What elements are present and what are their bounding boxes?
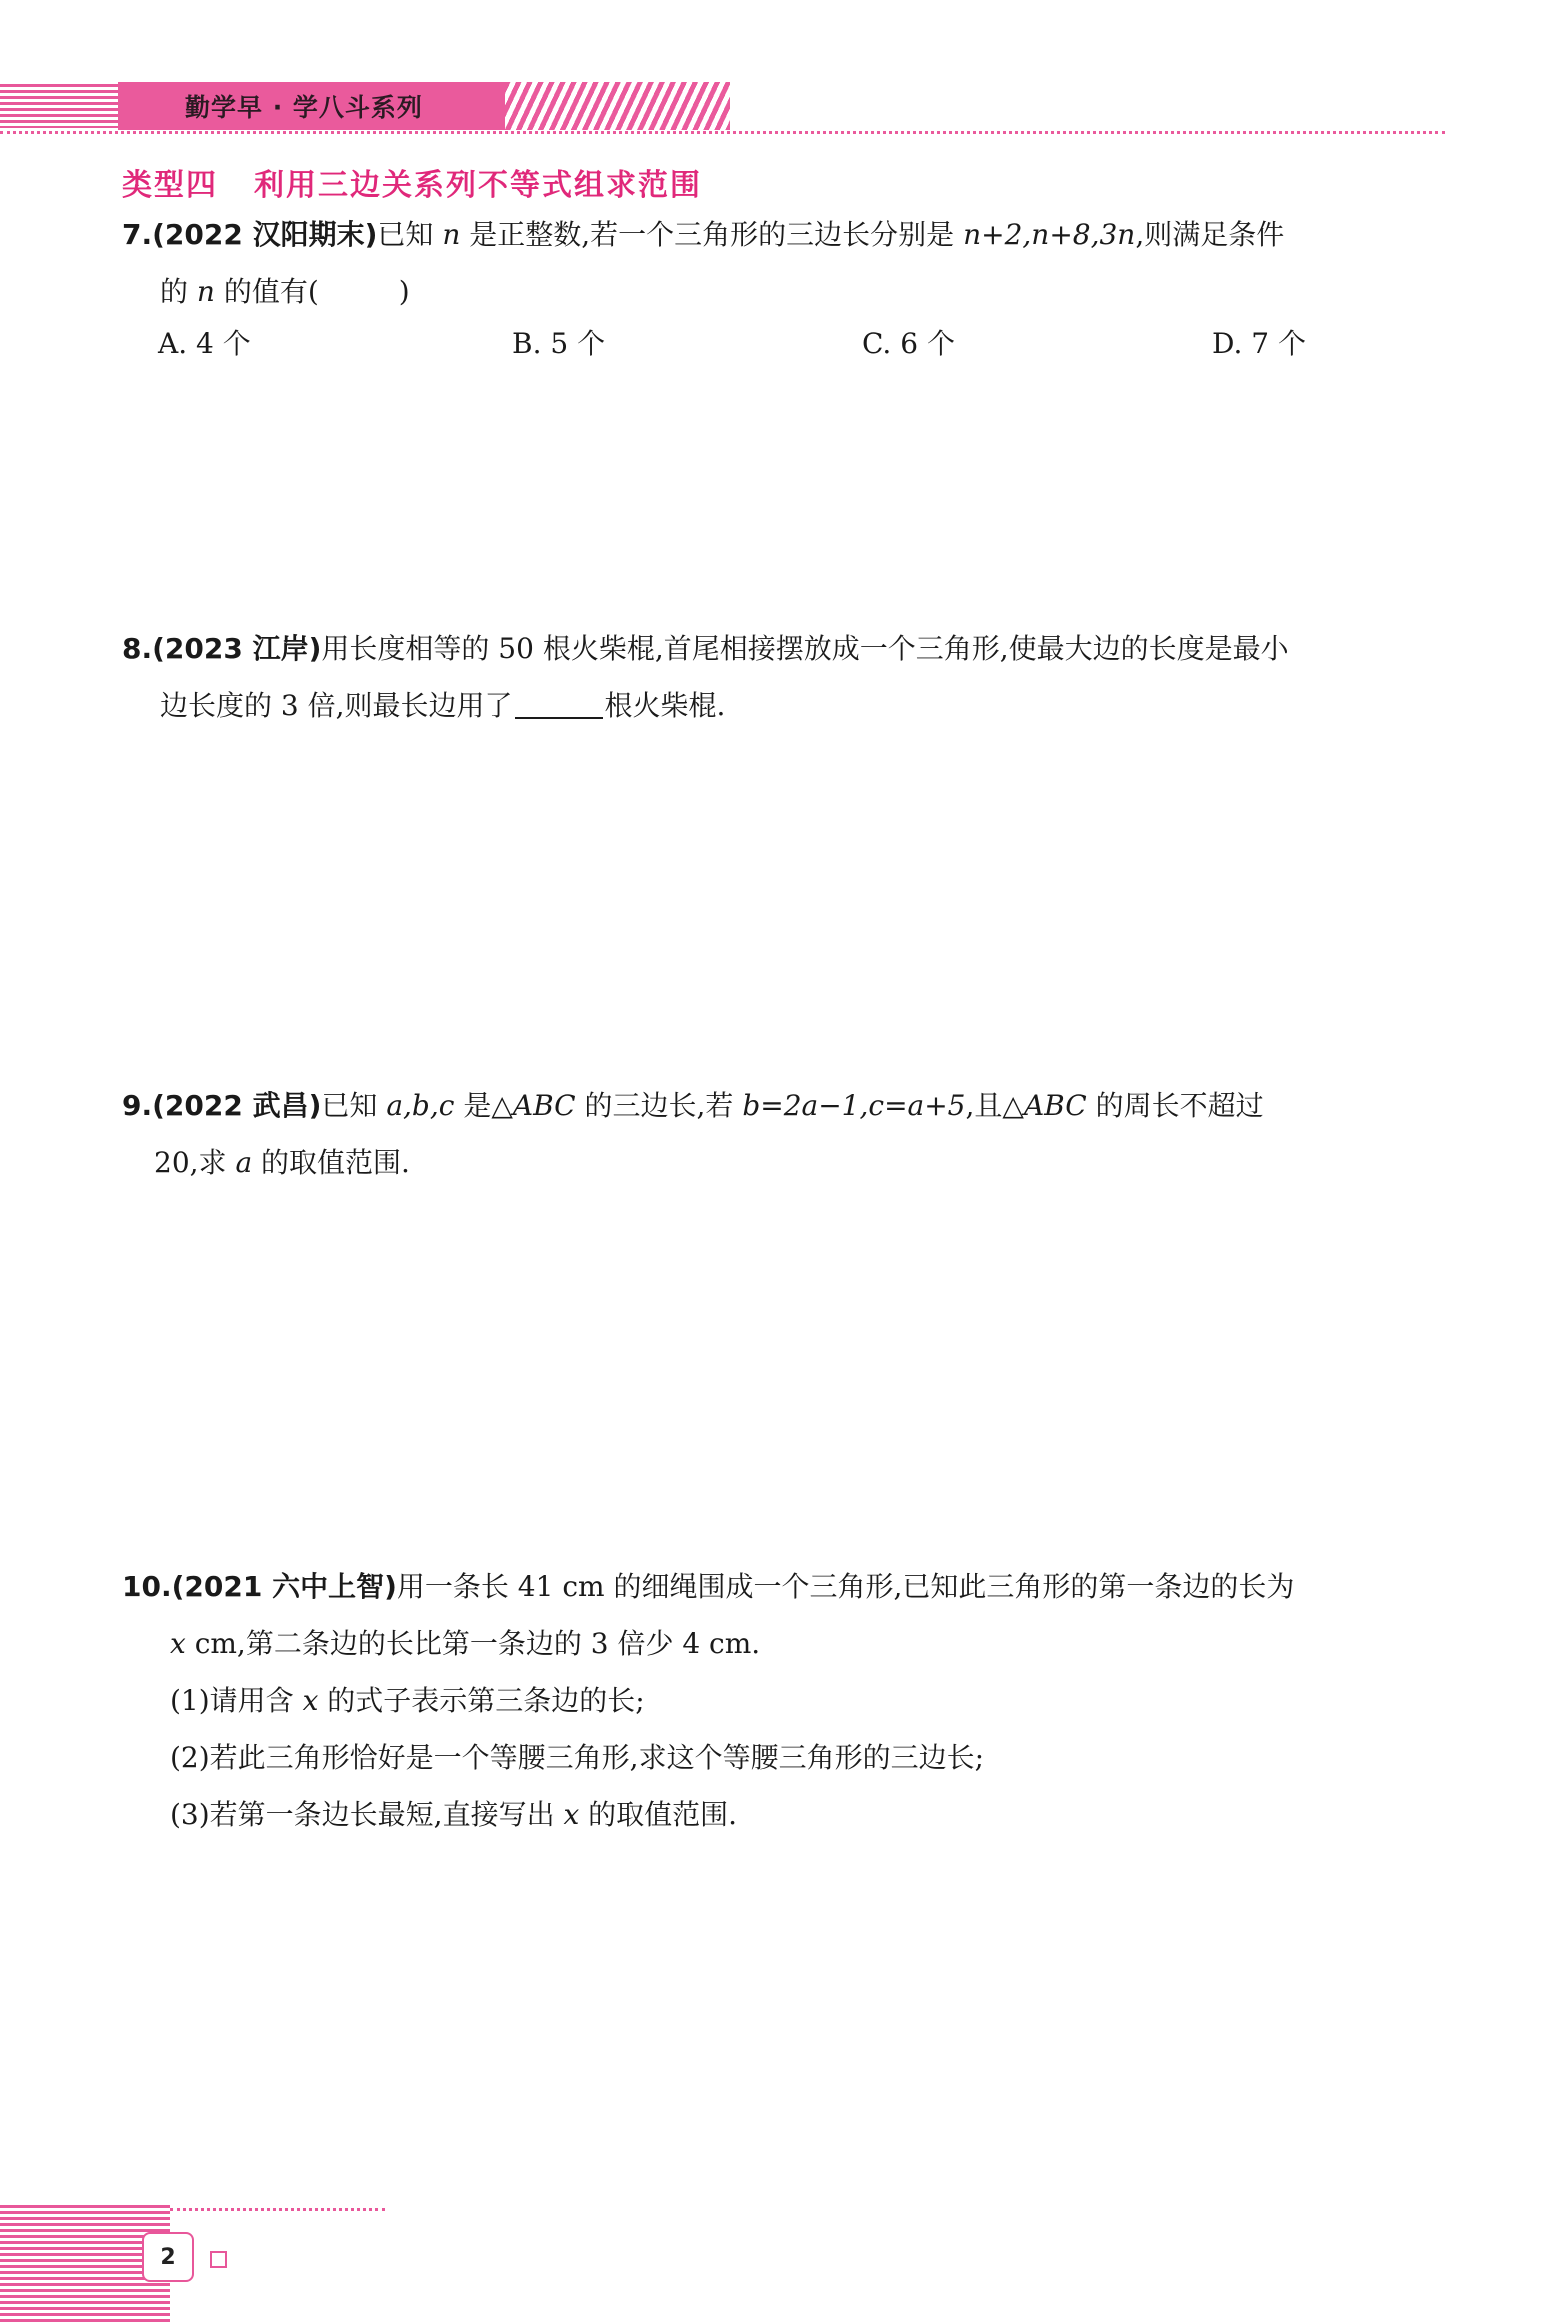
footer-rule: [170, 2208, 385, 2211]
section-title: 利用三边关系列不等式组求范围: [254, 168, 702, 203]
header-stripes-right: [505, 82, 730, 130]
question-text: 是正整数,若一个三角形的三边长分别是: [460, 218, 964, 251]
question-9-line-2: [122, 1134, 1264, 1191]
option-a: A. 4 个: [158, 327, 251, 360]
page-number: 2: [142, 2232, 194, 2282]
question-text: 的三边长,若: [575, 1089, 743, 1122]
question-text: (2)若此三角形恰好是一个等腰三角形,求这个等腰三角形的三边长;: [170, 1741, 984, 1774]
question-8: [122, 620, 1289, 734]
question-text: 的取值范围.: [252, 1146, 410, 1179]
series-title: 勤学早 · 学八斗系列: [185, 93, 423, 122]
question-9: [122, 1077, 1264, 1191]
question-number: 8.: [122, 632, 153, 665]
question-10-sub-1: [122, 1672, 1294, 1729]
question-text: 用长度相等的 50 根火柴棍,首尾相接摆放成一个三角形,使最大边的长度是最小: [321, 632, 1289, 665]
question-text: 根火柴棍.: [604, 689, 726, 722]
page-marker-square: [210, 2251, 227, 2268]
question-text: 的周长不超过: [1086, 1089, 1264, 1122]
question-10: [122, 1558, 1294, 1843]
variables: a,b,c: [386, 1089, 455, 1122]
question-9-line-1: [122, 1077, 1264, 1134]
triangle-name: ABC: [1023, 1089, 1087, 1122]
section-heading: [122, 160, 702, 204]
fill-in-blank: [515, 689, 603, 719]
question-10-line-1: [122, 1558, 1294, 1615]
question-7: [122, 206, 1284, 320]
question-text: ): [398, 275, 410, 308]
variable: n: [196, 275, 215, 308]
question-text: 的: [160, 275, 197, 308]
question-7-line-1: [122, 206, 1284, 263]
question-number: 7.: [122, 218, 153, 251]
variable: x: [170, 1627, 186, 1660]
page-header: [0, 78, 1560, 138]
question-text: 是△: [454, 1089, 513, 1122]
question-text: (3)若第一条边长最短,直接写出: [170, 1798, 564, 1831]
expression: n+2,n+8,3n: [963, 218, 1136, 251]
question-8-line-2: [122, 677, 1289, 734]
question-source: (2022 武昌): [152, 1089, 322, 1122]
question-text: 的取值范围.: [579, 1798, 738, 1831]
question-text: ,则满足条件: [1135, 218, 1285, 251]
option-c: C. 6 个: [862, 327, 955, 360]
option-b: B. 5 个: [512, 327, 606, 360]
equation: b=2a−1,c=a+5: [742, 1089, 966, 1122]
question-number: 9.: [122, 1089, 153, 1122]
question-number: 10.: [122, 1570, 172, 1603]
variable: n: [442, 218, 461, 251]
question-8-line-1: [122, 620, 1289, 677]
question-text: 已知: [377, 218, 443, 251]
question-10-line-2: [122, 1615, 1294, 1672]
variable: x: [563, 1798, 580, 1831]
question-text: 已知: [321, 1089, 387, 1122]
question-7-line-2: [122, 263, 1284, 320]
question-text: cm,第二条边的长比第一条边的 3 倍少 4 cm.: [185, 1627, 761, 1660]
question-source: (2023 江岸): [152, 632, 322, 665]
question-source: (2021 六中上智): [171, 1570, 397, 1603]
question-text: 的值有(: [214, 275, 319, 308]
question-text: ,且△: [965, 1089, 1024, 1122]
question-text: 用一条长 41 cm 的细绳围成一个三角形,已知此三角形的第一条边的长为: [396, 1570, 1295, 1603]
header-stripes-left: [0, 84, 125, 128]
section-label: 类型四: [122, 168, 218, 203]
variable: x: [302, 1684, 319, 1717]
question-10-sub-3: [122, 1786, 1294, 1843]
variable: a: [235, 1146, 253, 1179]
question-10-sub-2: [122, 1729, 1294, 1786]
question-text: 20,求: [154, 1146, 236, 1179]
question-text: 的式子表示第三条边的长;: [318, 1684, 645, 1717]
question-text: (1)请用含: [170, 1684, 303, 1717]
option-d: D. 7 个: [1212, 327, 1306, 360]
header-rule: [0, 131, 1445, 134]
question-source: (2022 汉阳期末): [152, 218, 378, 251]
question-text: 边长度的 3 倍,则最长边用了: [160, 689, 513, 722]
triangle-name: ABC: [512, 1089, 576, 1122]
